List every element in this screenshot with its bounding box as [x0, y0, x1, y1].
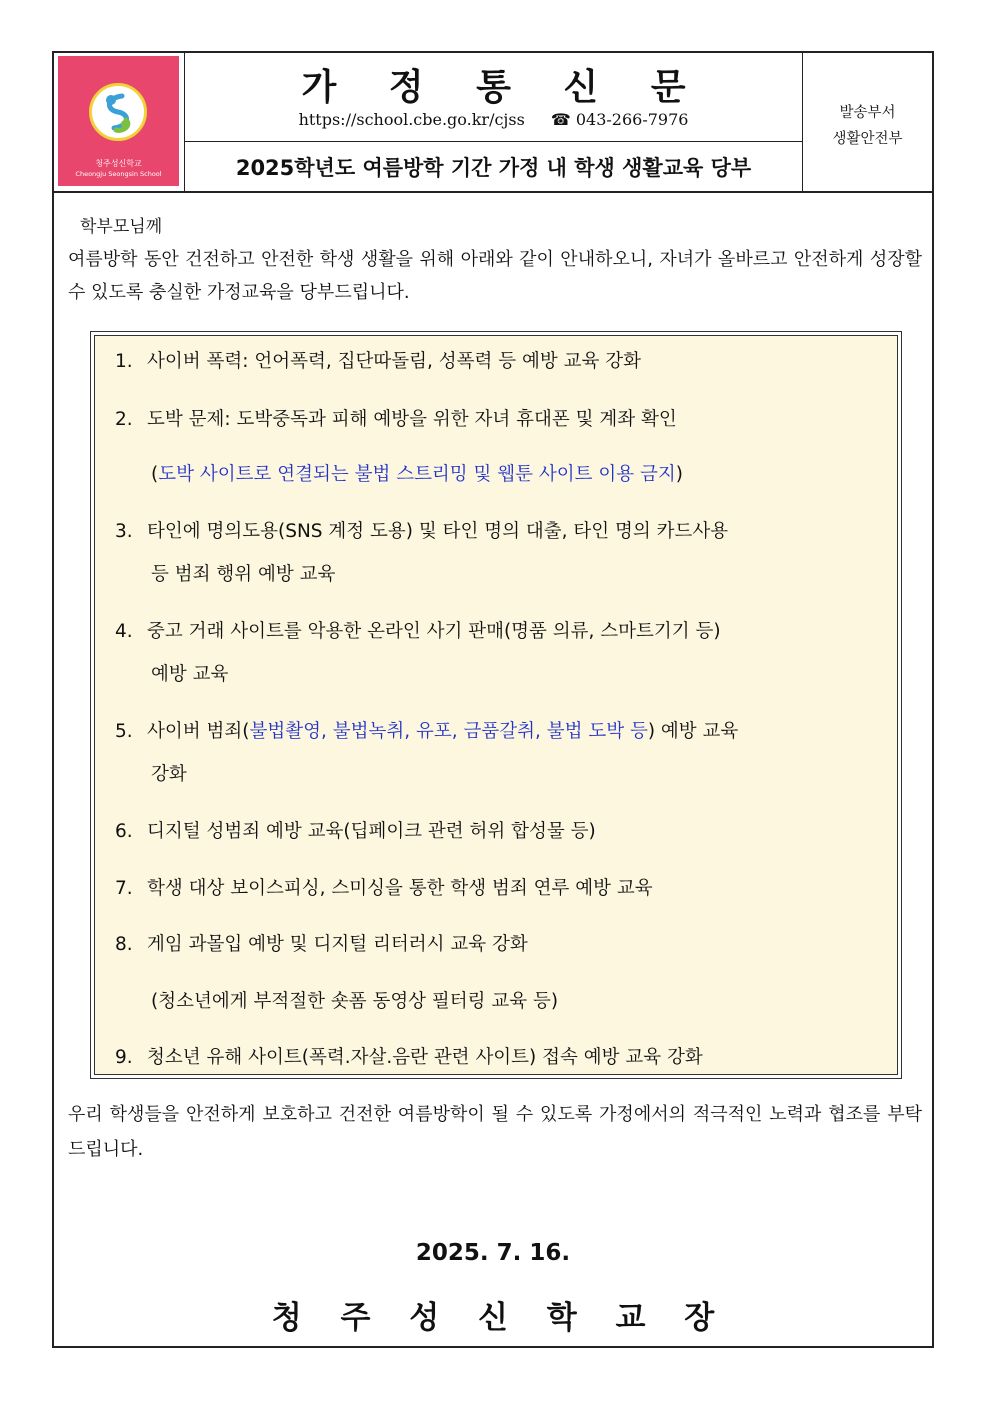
letter-header [54, 53, 932, 193]
list-item: 7. 학생 대상 보이스피싱, 스미싱을 통한 학생 범죄 연루 예방 교육 [115, 878, 653, 899]
list-item: 1. 사이버 폭력: 언어폭력, 집단따돌림, 성폭력 등 예방 교육 강화 [115, 351, 641, 372]
page-subtitle: 2025학년도 여름방학 기간 가정 내 학생 생활교육 당부 [235, 156, 752, 180]
letter-date: 2025. 7. 16. [415, 1240, 571, 1266]
logo-english-text: Cheongju Seongsin School [75, 170, 162, 178]
logo-emblem-icon [89, 83, 147, 141]
list-item-continuation: 강화 [151, 764, 187, 785]
letter-frame [52, 51, 934, 1348]
signature: 청 주 성 신 학 교 장 [271, 1300, 729, 1336]
list-item: 5. 사이버 범죄(불법촬영, 불법녹취, 유포, 금품갈취, 불법 도박 등) 예방 교육 [115, 721, 739, 742]
intro-paragraph: 여름방학 동안 건전하고 안전한 학생 생활을 위해 아래와 같이 안내하오니, 자녀가 올바르고 안전하게 성장할 수 있도록 충실한 가정교육을 당부드립니다. [68, 249, 922, 303]
subtitle-row [185, 141, 802, 192]
logo-cell [54, 53, 185, 191]
contact-line [185, 110, 802, 129]
guidance-list [94, 335, 898, 1075]
list-item: 3. 타인에 명의도용(SNS 계정 도용) 및 타인 명의 대출, 타인 명의 카드사용 [115, 521, 729, 542]
school-phone: ☎ 043-266-7976 [550, 110, 689, 129]
list-item-continuation: 예방 교육 [151, 664, 229, 685]
page-title: 가 정 통 신 문 [301, 66, 706, 108]
department-name: 생활안전부 [832, 131, 903, 147]
list-item: 9. 청소년 유해 사이트(폭력.자살.음란 관련 사이트) 접속 예방 교육 강화 [115, 1047, 703, 1068]
list-item: 4. 중고 거래 사이트를 악용한 온라인 사기 판매(명품 의류, 스마트기기 등) [115, 621, 721, 642]
list-item: 8. 게임 과몰입 예방 및 디지털 리터러시 교육 강화 [115, 934, 528, 955]
department-label: 발송부서 [839, 105, 896, 121]
logo-korean-text: 청주성신학교 [95, 159, 142, 168]
list-item-continuation: (청소년에게 부적절한 숏폼 동영상 필터링 교육 등) [151, 991, 559, 1012]
guidance-box [90, 331, 902, 1079]
closing-paragraph: 우리 학생들을 안전하게 보호하고 건전한 여름방학이 될 수 있도록 가정에서의 적극적인 노력과 협조를 부탁드립니다. [68, 1104, 922, 1160]
list-item-continuation: 등 범죄 행위 예방 교육 [151, 564, 336, 585]
school-logo [58, 56, 179, 186]
title-cell [185, 53, 803, 191]
list-item: 6. 디지털 성범죄 예방 교육(딥페이크 관련 허위 합성물 등) [115, 821, 596, 842]
list-item-note: (도박 사이트로 연결되는 불법 스트리밍 및 웹툰 사이트 이용 금지) [151, 464, 684, 485]
school-url[interactable]: https://school.cbe.go.kr/cjss [298, 110, 525, 129]
department-cell [803, 53, 932, 191]
list-item: 2. 도박 문제: 도박중독과 피해 예방을 위한 자녀 휴대폰 및 계좌 확인 [115, 409, 677, 430]
greeting: 학부모님께 [80, 217, 163, 237]
